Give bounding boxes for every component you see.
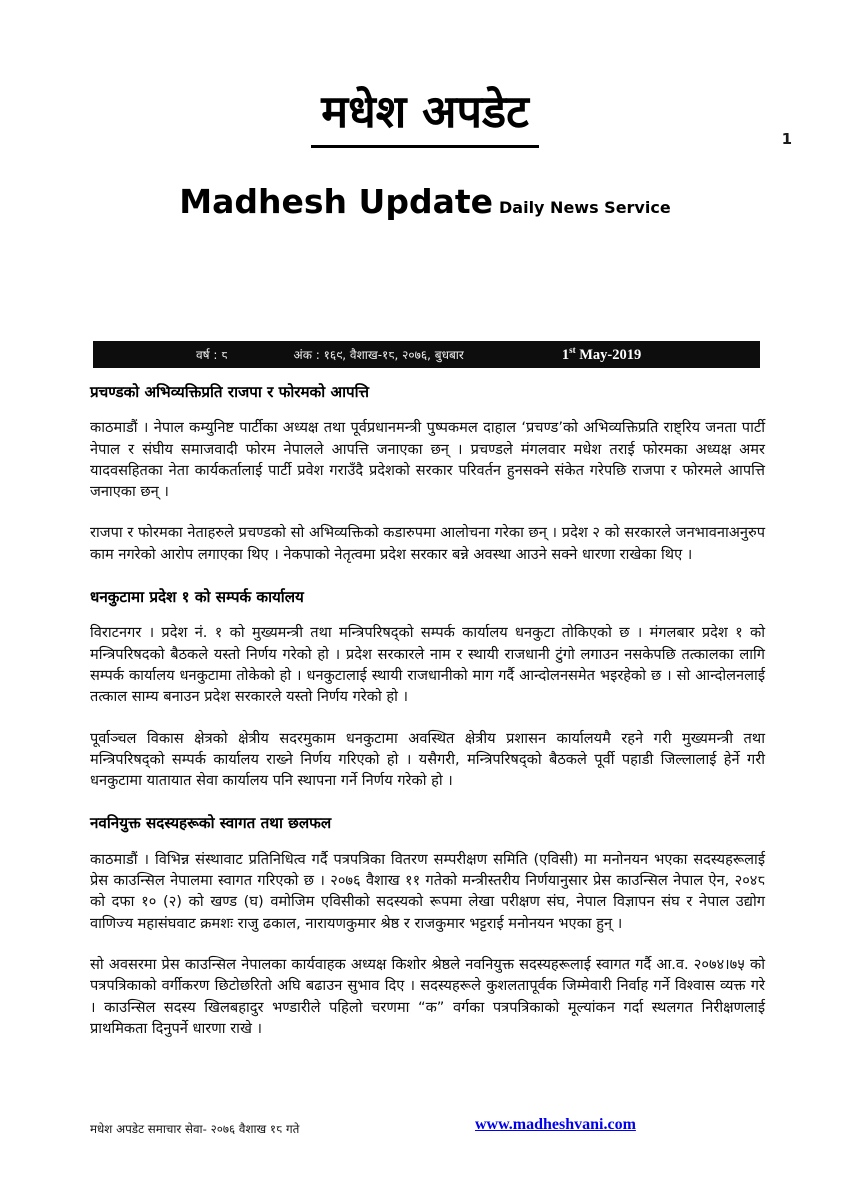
- page-footer: [90, 1116, 765, 1140]
- page-number: 1: [781, 130, 792, 148]
- issue-year: वर्ष : ८: [196, 348, 228, 362]
- article-heading-1: प्रचण्डको अभिव्यक्तिप्रति राजपा र फोरमको आपत्ति: [90, 383, 370, 401]
- article-paragraph: काठमाडौं । नेपाल कम्युनिष्ट पार्टीका अध्यक्ष तथा पूर्वप्रधानमन्त्री पुष्पकमल दाहाल ‘प्रचण्ड’को अभिव्यक्तिप्रति राष्ट्रिय जनता पार्टी नेपाल र संघीय समाजवादी फोरम नेपालले आपत्ति जनाएका छन् । प्रचण्डले मंगलवार मधेश तराई फोरमका अध्यक्ष अमर यादवसहितका नेता कार्यकर्तालाई पार्टी प्रवेश गराउँदै प्रदेशको सरकार परिवर्तन हुनसक्ने संकेत गरेपछि राजपा र फोरमले आपत्ति जनाएका छन् ।: [90, 419, 765, 501]
- newsletter-title-text: मधेश अपडेट: [311, 86, 539, 148]
- article-heading-3: नवनियुक्त सदस्यहरूको स्वागत तथा छलफल: [90, 814, 332, 833]
- article-paragraph: काठमाडौं । विभिन्न संस्थावाट प्रतिनिधित्व गर्दै पत्रपत्रिका वितरण सम्परीक्षण समिति (एविसी) मा मनोनयन भएका सदस्यहरूलाई प्रेस काउन्सिल नेपालमा स्वागत गरिएको छ । २०७६ वैशाख ११ गतेको मन्त्रीस्तरीय निर्णयानुसार प्रेस काउन्सिल नेपाल ऐन, २०४८ को दफा १० (२) को खण्ड (घ) वमोजिम एविसीको सदस्यको रूपमा लेखा परीक्षण संघ, नेपाल विज्ञापन संघ र नेपाल उद्योग वाणिज्य महासंघवाट क्रमशः राजु ढकाल, नारायणकुमार श्रेष्ठ र राजकुमार भट्टराई मनोनयन भएका हुन् ।: [90, 850, 765, 932]
- issue-date-english: 1st May-2019: [561, 345, 642, 363]
- article-content: [90, 382, 765, 1059]
- article-heading-2: धनकुटामा प्रदेश १ को सम्पर्क कार्यालय: [90, 588, 304, 607]
- website-link[interactable]: www.madheshvani.com: [475, 1116, 636, 1133]
- issue-number-date-bs: अंक : १६९, वैशाख-१८, २०७६, बुधबार: [293, 348, 464, 362]
- article-paragraph: विराटनगर । प्रदेश नं. १ को मुख्यमन्त्री तथा मन्त्रिपरिषद्को सम्पर्क कार्यालय धनकुटा तोकिएको छ । मंगलबार प्रदेश १ को मन्त्रिपरिषदको बैठकले यस्तो निर्णय गरेको हो । प्रदेश सरकारले नाम र स्थायी राजधानी टुंगो लगाउन नसकेपछि तत्कालका लागि सम्पर्क कार्यालय धनकुटामा तोकेको हो । धनकुटालाई स्थायी राजधानीको माग गर्दै आन्दोलनसमेत भइरहेको छ । सो आन्दोलनलाई तत्काल साम्य बनाउन प्रदेश सरकारले यस्तो निर्णय गरेको हो ।: [90, 624, 765, 706]
- issue-info-bar: [93, 341, 760, 368]
- article-paragraph: राजपा र फोरमका नेताहरुले प्रचण्डको सो अभिव्यक्तिको कडारुपमा आलोचना गरेका छन् । प्रदेश २ को सरकारले जनभावनाअनुरुप काम नगरेको आरोप लगाएका थिए । नेकपाको नेतृत्वमा प्रदेश सरकार बन्ने अवस्था आउने सक्ने धारणा राखेका थिए ।: [90, 524, 765, 563]
- date-ordinal: st: [569, 345, 576, 356]
- article-paragraph: पूर्वाञ्चल विकास क्षेत्रको क्षेत्रीय सदरमुकाम धनकुटामा अवस्थित क्षेत्रीय प्रशासन कार्यालयमै रहने गरी मुख्यमन्त्री तथा मन्त्रिपरिषद्को सम्पर्क कार्यालय राख्ने निर्णय गरिएको हो । यसैगरी, मन्त्रिपरिषद्को बैठकले पूर्वी पहाडी जिल्लालाई हेर्ने गरी धनकुटामा यातायात सेवा कार्यालय पनि स्थापना गर्ने निर्णय गरेको हो ।: [90, 729, 765, 790]
- masthead: [0, 86, 850, 221]
- newsletter-title-english: [0, 182, 850, 221]
- article-paragraph: सो अवसरमा प्रेस काउन्सिल नेपालका कार्यवाहक अध्यक्ष किशोर श्रेष्ठले नवनियुक्त सदस्यहरूलाई स्वागत गर्दै आ.व. २०७४।७५ को पत्रपत्रिकाको वर्गीकरण छिटोछरितो अघि बढाउन सुभाव दिए । सदस्यहरूले कुशलतापूर्वक जिम्मेवारी निर्वाह गर्ने विश्वास व्यक्त गरे । काउन्सिल सदस्य खिलबहादुर भण्डारीले पहिलो चरणमा “क” वर्गका पत्रपत्रिकाको मूल्यांकन गर्दा स्थलगत निरीक्षणलाई प्राथमिकता दिनुपर्ने धारणा राखे ।: [90, 955, 765, 1037]
- newsletter-title-devanagari: [0, 86, 850, 148]
- newsletter-subtitle: Daily News Service: [499, 197, 671, 217]
- footer-service-note: मधेश अपडेट समाचार सेवा- २०७६ वैशाख १८ गते: [90, 1122, 300, 1136]
- newsletter-title-english-main: Madhesh Update: [179, 181, 493, 221]
